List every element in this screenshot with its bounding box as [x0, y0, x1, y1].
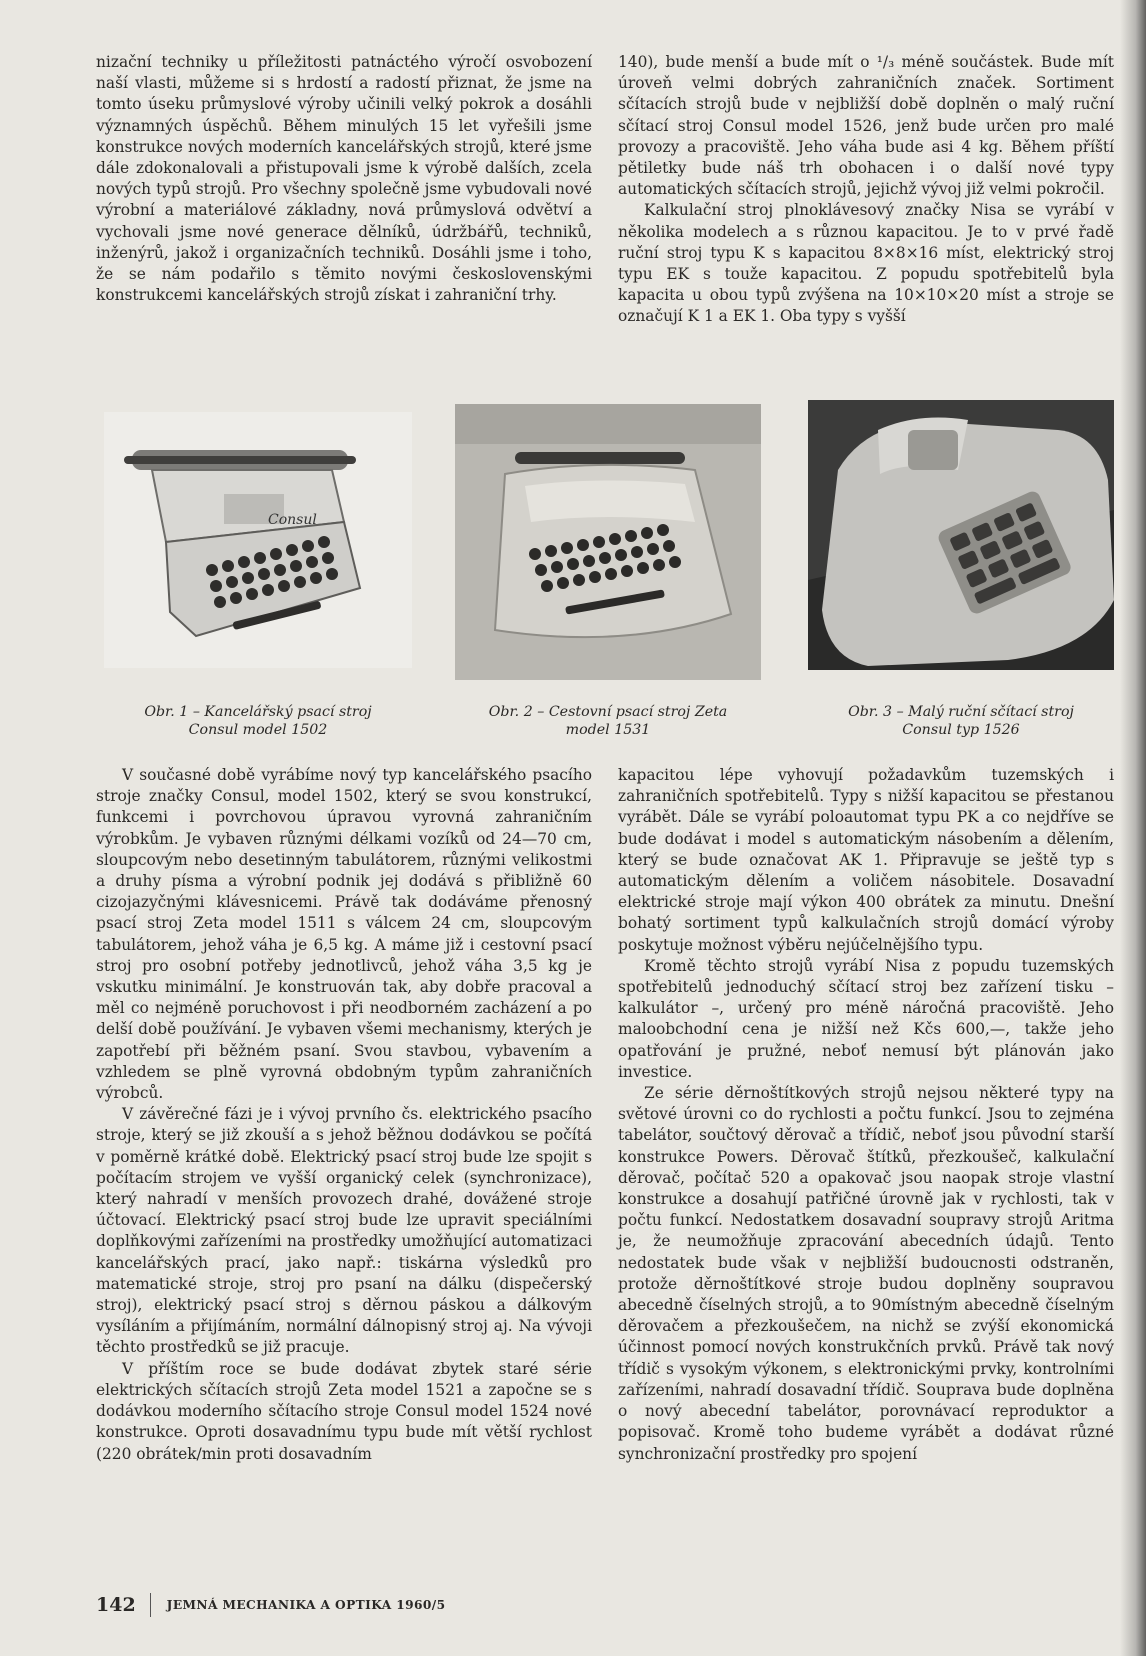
page-number: 142 — [96, 1594, 136, 1616]
journal-name: JEMNÁ MECHANIKA A OPTIKA 1960/5 — [166, 1598, 446, 1612]
paragraph: Kalkulační stroj plnoklávesový značky Nisa se vyrábí v několika modelech a s různou kapacitou. Je to v prvé řadě ruční stroj typu K s kapacitou 8×8×16 míst, elektrický stroj typu EK s touže kapacitou. Z popudu spotřebitelů byla kapacita u obou typů zvýšena na 10×10×20 míst a stroje se označují K 1 a EK 1. Oba typy s vyšší — [618, 201, 1114, 326]
paragraph: 140), bude menší a bude mít o ¹/₃ méně součástek. Bude mít úroveň velmi dobrých zahraničních značek. Sortiment sčítacích strojů bude v nejbližší době doplněn o malý ruční sčítací stroj Consul model 1526, jenž bude určen pro malé provozy a pracoviště. Jeho váha bude asi 4 kg. Během příští pětiletky bude náš trh obohacen i o další nové typy automatických sčítacích strojů, jejichž vývoj již velmi pokročil. — [618, 53, 1114, 199]
typewriter-illustration — [104, 412, 412, 668]
caption-line: Obr. 1 – Kancelářský psací stroj — [144, 704, 372, 720]
column-top-left — [96, 52, 592, 306]
paragraph: V současné době vyrábíme nový typ kancelářského psacího stroje značky Consul, model 1502, který se svou konstrukcí, funkcemi i povrchovou úpravou vyrovná zahraničním výrobkům. Je vybaven různými délkami vozíků od 24—70 cm, sloupcovým nebo desetinným tabulátorem, různými velikostmi a druhy písma a výrobní podnik jej dodává s přibližně 60 cizojazyčnými klávesnicemi. Právě tak dodáváme přenosný psací stroj Zeta model 1511 s válcem 24 cm, sloupcovým tabulátorem, jehož váha je 6,5 kg. A máme již i cestovní psací stroj pro osobní potřeby jednotlivců, jehož váha 3,5 kg je vskutku minimální. Je konstruován tak, aby dobře pracoval a měl co nejméně poruchovost i při neodborném zacházení a po delší době používání. Je vybaven všemi mechanismy, kterých je zapotřebí při běžném psaní. Svou stavbou, vybavením a vzhledem se plně vyrovná obdobným typům zahraničních výrobců. — [96, 766, 592, 1103]
paragraph: V příštím roce se bude dodávat zbytek staré série elektrických sčítacích strojů Zeta model 1521 a započne se s dodávkou moderního sčítacího stroje Consul model 1524 nové konstrukce. Oproti dosavadnímu typu bude mít větší rychlost (220 obrátek/min proti dosavadním — [96, 1359, 592, 1463]
page-footer — [96, 1592, 445, 1618]
figure-caption-1 — [104, 703, 412, 739]
paragraph: nizační techniky u příležitosti patnáctého výročí osvobození naší vlasti, můžeme si s hrdostí a radostí přiznat, že jsme na tomto úseku průmyslové výroby učinili velký pokrok a dosáhli významných úspěchů. Během minulých 15 let vyřešili jsme konstrukce nových moderních kancelářských strojů, které jsme dále zdokonalovali a přistupovali jsme k výrobě dalších, zcela nových typů strojů. Pro všechny společně jsme vybudovali nové výrobní a materiálové základny, nová průmyslová odvětví a vychovali jsme nové generace dělníků, údržbářů, techniků, inženýrů, jakož i organizačních techniků. Dosáhli jsme i toho, že se nám podařilo s těmito novými československými konstrukcemi kancelářských strojů získat i zahraniční trhy. — [96, 53, 592, 305]
figure-caption-3 — [808, 703, 1114, 739]
figure-caption-2 — [455, 703, 761, 739]
caption-line: Consul typ 1526 — [902, 722, 1020, 738]
column-bottom-right — [618, 765, 1114, 1465]
caption-line: model 1531 — [565, 722, 651, 738]
page-binding-shadow — [1120, 0, 1146, 1656]
caption-line: Obr. 2 – Cestovní psací stroj Zeta — [488, 704, 728, 720]
caption-line: Obr. 3 – Malý ruční sčítací stroj — [848, 704, 1074, 720]
typewriter-illustration — [455, 404, 761, 680]
column-top-right — [618, 52, 1114, 328]
column-bottom-left — [96, 765, 592, 1465]
footer-divider — [150, 1593, 151, 1617]
paragraph: Kromě těchto strojů vyrábí Nisa z popudu tuzemských spotřebitelů jednoduchý sčítací stroj bez zařízení tisku – kalkulátor –, určený pro méně náročná pracoviště. Jeho maloobchodní cena je nižší než Kčs 600,—, takže jeho opatřování je pružné, neboť nemusí být plánován jako investice. — [618, 956, 1114, 1081]
photo-adding-machine — [808, 400, 1114, 670]
paragraph: V závěrečné fázi je i vývoj prvního čs. elektrického psacího stroje, který se již zkouší a s jehož běžnou dodávkou se počítá v poměrně krátké době. Elektrický psací stroj bude lze spojit s počítacím strojem ve vyšší organický celek (synchronizace), který nahradí v menších provozech drahé, dovážené stroje účtovací. Elektrický psací stroj bude lze upravit speciálními doplňkovými zařízeními na prostředky umožňující automatizaci kancelářských prací, jako např.: tiskárna výsledků pro matematické stroje, stroj pro psaní na dálku (dispečerský stroj), elektrický psací stroj s děrnou páskou a dálkovým vysíláním a přijímáním, normální dálnopisný stroj aj. Na vývoji těchto prostředků se již pracuje. — [96, 1105, 592, 1357]
caption-line: Consul model 1502 — [188, 722, 328, 738]
adding-machine-illustration — [808, 400, 1114, 670]
photo-travel-typewriter — [455, 404, 761, 680]
paragraph: kapacitou lépe vyhovují požadavkům tuzemských i zahraničních spotřebitelů. Typy s nižší kapacitou se přestanou vyrábět. Dále se vyrábí poloautomat typu PK a co nejdříve se bude dodávat i model s automatickým násobením a dělením, který se bude označovat AK 1. Připravuje se ještě typ s automatickým dělením a voličem násobitele. Dosavadní elektrické stroje mají výkon 400 obrátek za minutu. Dnešní bohatý sortiment typů kalkulačních strojů domácí výroby poskytuje možnost výběru nejúčelnějšího typu. — [618, 766, 1114, 954]
brand-logo: Consul — [268, 512, 317, 528]
photo-office-typewriter — [104, 412, 412, 668]
paragraph: Ze série děrnoštítkových strojů nejsou některé typy na světové úrovni co do rychlosti a počtu funkcí. Jsou to zejména tabelátor, součtový děrovač a třídič, neboť jsou původní starší konstrukce Powers. Děrovač štítků, přezkoušeč, kalkulační děrovač, počítač 520 a opakovač jsou naopak stroje vlastní konstrukce a dosahují patřičné úrovně jak v rychlosti, tak v počtu funkcí. Nedostatkem dosavadní soupravy strojů Aritma je, že neumožňuje zpracování abecedních údajů. Tento nedostatek bude však v nejbližší budoucnosti odstraněn, protože děrnoštítkové stroje budou doplněny soupravou abecedně číselných strojů, a to 90místným abecedně číselným děrovačem a přezkoušečem, na nichž se zvýší ekonomická účinnost pomocí nových konstrukčních prvků. Právě tak nový třídič s vysokým výkonem, s elektronickými prvky, kontrolními zařízeními, nahradí dosavadní třídič. Souprava bude doplněna o nový abecední tabelátor, porovnávací reproduktor a popisovač. Kromě toho budeme vyrábět a dodávat různé synchronizační prostředky pro spojení — [618, 1084, 1114, 1463]
